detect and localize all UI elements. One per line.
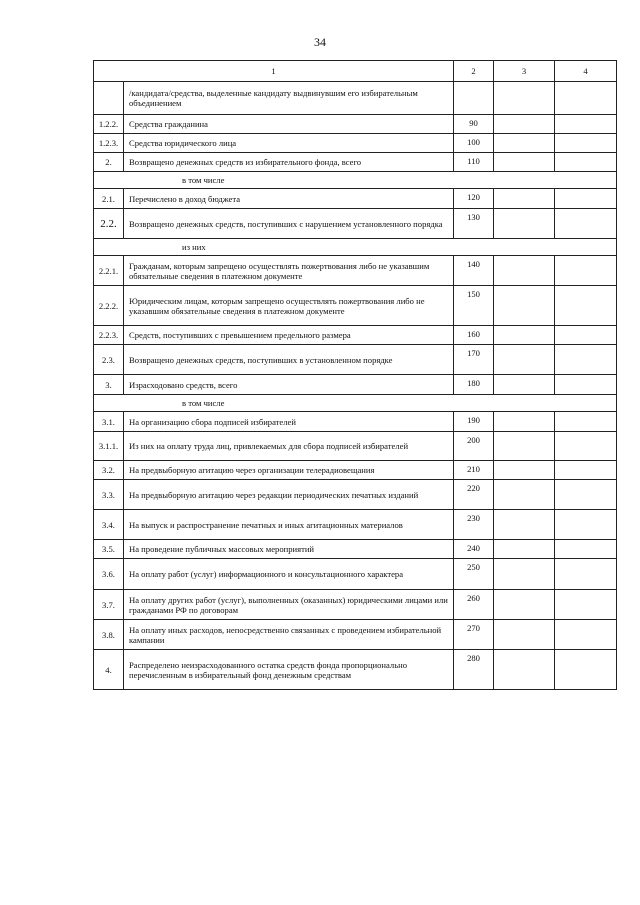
financial-report-table	[93, 60, 617, 690]
group-subheading-row	[94, 239, 617, 256]
value-cell-column-4	[555, 345, 617, 375]
value-cell-column-3	[494, 559, 555, 590]
row-description: На организацию сбора подписей избирателей	[124, 412, 454, 432]
value-cell-column-3	[494, 412, 555, 432]
value-cell-column-3	[494, 480, 555, 510]
row-description: Возвращено денежных средств, поступивших с нарушением установленного порядка	[124, 209, 454, 239]
value-cell-column-3	[494, 510, 555, 540]
table-row	[94, 590, 617, 620]
value-cell-column-3	[494, 256, 555, 286]
value-cell-column-4	[555, 189, 617, 209]
header-column-4: 4	[555, 61, 617, 82]
row-description: На выпуск и распространение печатных и иных агитационных материалов	[124, 510, 454, 540]
row-description: На проведение публичных массовых мероприятий	[124, 540, 454, 559]
table-row	[94, 432, 617, 461]
table-row	[94, 461, 617, 480]
row-description: На оплату работ (услуг) информационного и консультационного характера	[124, 559, 454, 590]
value-cell-column-4	[555, 82, 617, 115]
value-cell-column-4	[555, 209, 617, 239]
row-description: /кандидата/средства, выделенные кандидату выдвинувшим его избирательным объединением	[124, 82, 454, 115]
row-number: 1.2.3.	[94, 134, 124, 153]
value-cell-column-4	[555, 461, 617, 480]
row-number: 4.	[94, 650, 124, 690]
row-code: 100	[454, 134, 494, 153]
table-row	[94, 412, 617, 432]
row-description: На предвыборную агитацию через редакции периодических печатных изданий	[124, 480, 454, 510]
row-number: 1.2.2.	[94, 115, 124, 134]
row-description: Перечислено в доход бюджета	[124, 189, 454, 209]
row-code: 240	[454, 540, 494, 559]
table-row	[94, 209, 617, 239]
row-description: Распределено неизрасходованного остатка средств фонда пропорционально перечисленным в избирательный фонд денежным средствам	[124, 650, 454, 690]
value-cell-column-4	[555, 620, 617, 650]
header-column-3: 3	[494, 61, 555, 82]
row-number: 3.7.	[94, 590, 124, 620]
table-row	[94, 559, 617, 590]
row-description: На оплату иных расходов, непосредственно связанных с проведением избирательной кампании	[124, 620, 454, 650]
table-row	[94, 326, 617, 345]
row-code: 200	[454, 432, 494, 461]
row-number: 2.1.	[94, 189, 124, 209]
row-code: 190	[454, 412, 494, 432]
value-cell-column-3	[494, 209, 555, 239]
row-description: Юридическим лицам, которым запрещено осуществлять пожертвования либо не указавшим обязательные сведения в платежном документе	[124, 286, 454, 326]
value-cell-column-4	[555, 540, 617, 559]
table-row	[94, 256, 617, 286]
page-number: 34	[314, 35, 326, 49]
row-description: На предвыборную агитацию через организации телерадиовещания	[124, 461, 454, 480]
value-cell-column-4	[555, 480, 617, 510]
row-code: 210	[454, 461, 494, 480]
row-description: Возвращено денежных средств, поступивших в установленном порядке	[124, 345, 454, 375]
value-cell-column-3	[494, 375, 555, 395]
value-cell-column-4	[555, 115, 617, 134]
table-row	[94, 540, 617, 559]
table-header-row	[94, 61, 617, 82]
row-code: 130	[454, 209, 494, 239]
row-description: Средства юридического лица	[124, 134, 454, 153]
value-cell-column-3	[494, 345, 555, 375]
row-code: 170	[454, 345, 494, 375]
header-column-1: 1	[94, 61, 454, 82]
row-code: 260	[454, 590, 494, 620]
row-number: 2.3.	[94, 345, 124, 375]
row-number: 2.2.2.	[94, 286, 124, 326]
row-description: Гражданам, которым запрещено осуществлять пожертвования либо не указавшим обязательные сведения в платежном документе	[124, 256, 454, 286]
row-code	[454, 82, 494, 115]
value-cell-column-4	[555, 510, 617, 540]
table-row	[94, 620, 617, 650]
value-cell-column-4	[555, 153, 617, 172]
table-row	[94, 115, 617, 134]
row-number: 2.2.	[94, 209, 124, 239]
row-code: 280	[454, 650, 494, 690]
table-row	[94, 480, 617, 510]
table-row	[94, 345, 617, 375]
value-cell-column-4	[555, 650, 617, 690]
row-number: 3.5.	[94, 540, 124, 559]
row-number: 3.6.	[94, 559, 124, 590]
row-description: На оплату других работ (услуг), выполненных (оказанных) юридическими лицами или гражданами РФ по договорам	[124, 590, 454, 620]
value-cell-column-3	[494, 153, 555, 172]
table-row	[94, 153, 617, 172]
row-number: 2.2.3.	[94, 326, 124, 345]
table-row	[94, 375, 617, 395]
value-cell-column-4	[555, 559, 617, 590]
value-cell-column-3	[494, 115, 555, 134]
row-code: 160	[454, 326, 494, 345]
table-row	[94, 134, 617, 153]
value-cell-column-4	[555, 375, 617, 395]
group-subheading-row	[94, 172, 617, 189]
value-cell-column-3	[494, 82, 555, 115]
row-code: 230	[454, 510, 494, 540]
value-cell-column-3	[494, 461, 555, 480]
value-cell-column-4	[555, 256, 617, 286]
value-cell-column-3	[494, 286, 555, 326]
row-number: 3.2.	[94, 461, 124, 480]
value-cell-column-4	[555, 286, 617, 326]
row-description: Из них на оплату труда лиц, привлекаемых для сбора подписей избирателей	[124, 432, 454, 461]
row-code: 180	[454, 375, 494, 395]
value-cell-column-3	[494, 326, 555, 345]
row-number: 3.3.	[94, 480, 124, 510]
row-code: 220	[454, 480, 494, 510]
row-code: 90	[454, 115, 494, 134]
row-description: Израсходовано средств, всего	[124, 375, 454, 395]
row-number: 2.	[94, 153, 124, 172]
row-number: 3.1.	[94, 412, 124, 432]
value-cell-column-3	[494, 432, 555, 461]
row-number: 3.4.	[94, 510, 124, 540]
row-code: 270	[454, 620, 494, 650]
table-row	[94, 189, 617, 209]
value-cell-column-4	[555, 432, 617, 461]
value-cell-column-3	[494, 189, 555, 209]
value-cell-column-3	[494, 650, 555, 690]
row-description: Возвращено денежных средств из избирательного фонда, всего	[124, 153, 454, 172]
table-row	[94, 82, 617, 115]
row-number: 3.1.1.	[94, 432, 124, 461]
group-subheading: в том числе	[94, 172, 617, 189]
row-code: 250	[454, 559, 494, 590]
row-code: 110	[454, 153, 494, 172]
value-cell-column-4	[555, 326, 617, 345]
table-row	[94, 286, 617, 326]
value-cell-column-3	[494, 590, 555, 620]
header-column-2: 2	[454, 61, 494, 82]
value-cell-column-3	[494, 134, 555, 153]
report-table-body	[94, 61, 617, 690]
group-subheading: из них	[94, 239, 617, 256]
row-code: 150	[454, 286, 494, 326]
group-subheading: в том числе	[94, 395, 617, 412]
row-number: 3.	[94, 375, 124, 395]
row-description: Средств, поступивших с превышением предельного размера	[124, 326, 454, 345]
row-description: Средства гражданина	[124, 115, 454, 134]
row-code: 140	[454, 256, 494, 286]
value-cell-column-4	[555, 590, 617, 620]
table-row	[94, 510, 617, 540]
row-number: 2.2.1.	[94, 256, 124, 286]
group-subheading-row	[94, 395, 617, 412]
value-cell-column-3	[494, 540, 555, 559]
value-cell-column-4	[555, 412, 617, 432]
row-code: 120	[454, 189, 494, 209]
row-number: 3.8.	[94, 620, 124, 650]
value-cell-column-3	[494, 620, 555, 650]
value-cell-column-4	[555, 134, 617, 153]
row-number	[94, 82, 124, 115]
table-row	[94, 650, 617, 690]
